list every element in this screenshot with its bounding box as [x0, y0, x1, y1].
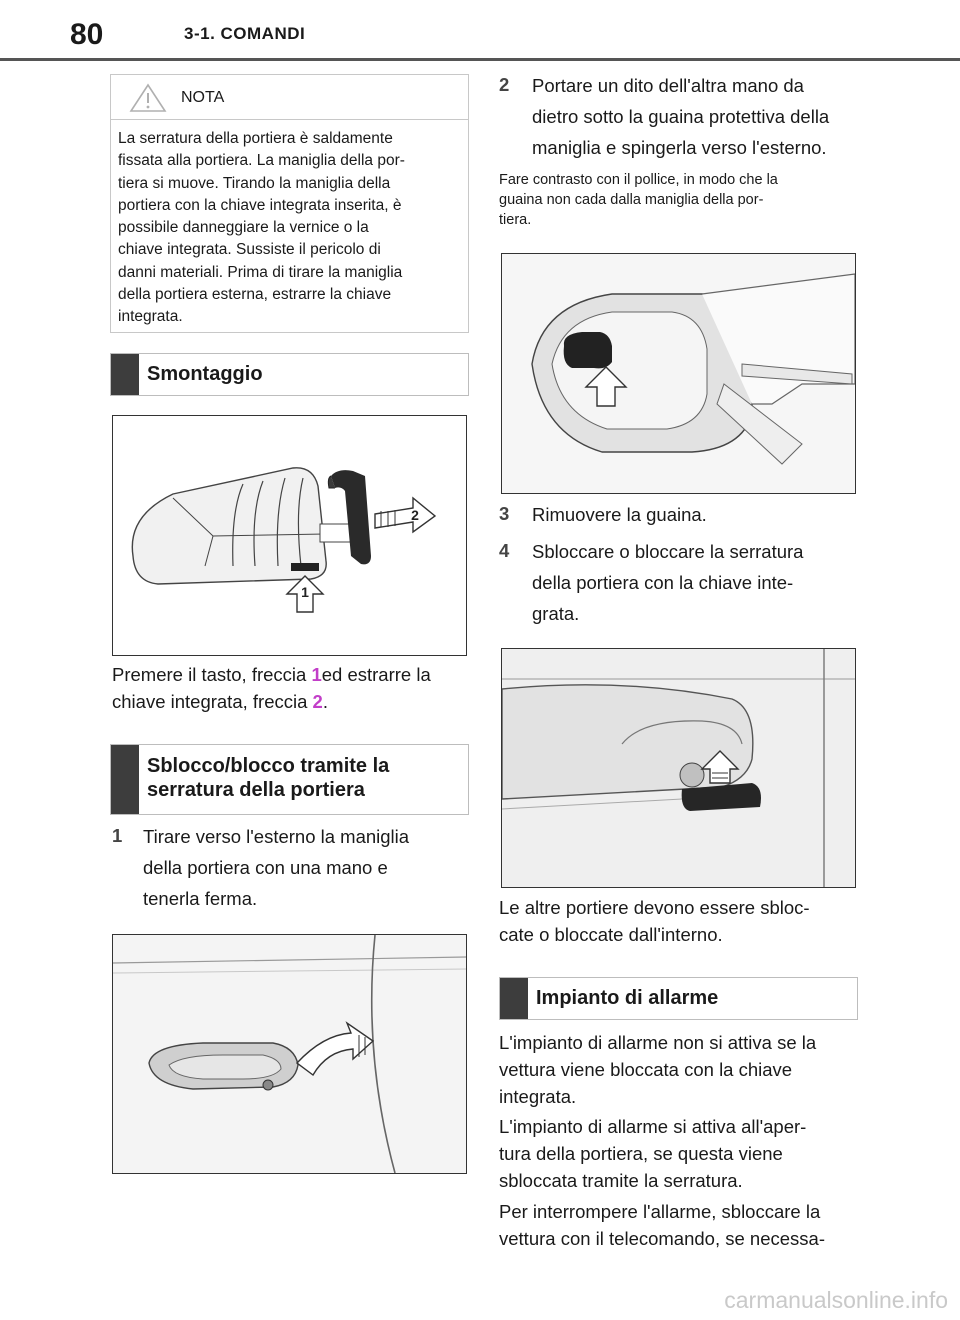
step-number: 2: [499, 74, 510, 95]
caption-arrow-number: 1: [311, 664, 322, 685]
section-heading-sblocco: [110, 744, 469, 815]
section-heading-smontaggio: [110, 353, 469, 396]
step-text: Rimuovere la guaina.: [532, 504, 707, 525]
section-heading-title: Impianto di allarme: [536, 987, 719, 1009]
figure-key-extraction: [112, 415, 467, 656]
caption-part: Premere il tasto, freccia: [112, 664, 312, 685]
watermark: carmanualsonline.info: [724, 1287, 948, 1313]
section-title: 3-1. COMANDI: [184, 24, 306, 43]
caption-part: .: [322, 691, 328, 712]
section-bar: [111, 354, 139, 395]
note-label: NOTA: [181, 89, 225, 106]
note-box: [110, 74, 469, 333]
caption-arrow-number: 2: [312, 691, 323, 712]
figure-handle-cover: [501, 253, 856, 494]
figure-key-in-lock: [501, 648, 856, 888]
step-number: 3: [499, 503, 510, 524]
section-heading-allarme: [499, 977, 858, 1020]
step-number: 1: [112, 825, 123, 846]
header-divider: [0, 58, 960, 61]
figure-arrow-label-2: 2: [411, 507, 419, 523]
step-text: Tirare verso l'esterno la maniglia della portiera con una mano e tenerla ferma.: [143, 826, 410, 909]
figure-arrow-label-1: 1: [301, 584, 309, 600]
step-text: Sbloccare o bloccare la serratura della portiera con la chiave inte- grata.: [532, 541, 804, 624]
figure-door-handle-pull: [112, 934, 467, 1174]
section-heading-title: Sblocco/blocco tramite la serratura della portiera: [147, 755, 390, 801]
other-doors-note: Le altre portiere devono essere sbloc- cate o bloccate dall'interno.: [499, 897, 810, 945]
section-bar: [500, 978, 528, 1019]
step-number: 4: [499, 540, 510, 561]
warning-icon: [129, 83, 167, 118]
note-text: La serratura della portiera è saldamente fissata alla portiera. La maniglia della por- tiera si muove. Tirando la maniglia della portiera con la chiave integrata inserita, è possibile danneggiare la vernice o la chiave integrata. Sussiste il pericolo di danni materiali. Prima di tirare la maniglia della portiera esterna, estrarre la chiave integrata.: [118, 130, 405, 326]
section-heading-title: Smontaggio: [147, 363, 263, 385]
alarm-paragraph: L'impianto di allarme non si attiva se la vettura viene bloccata con la chiave integrata.: [499, 1032, 817, 1107]
tip-text: Fare contrasto con il pollice, in modo che la guaina non cada dalla maniglia della por- tiera.: [499, 172, 778, 228]
alarm-paragraph: Per interrompere l'allarme, sbloccare la vettura con il telecomando, se necessa-: [499, 1201, 825, 1249]
step-text: Portare un dito dell'altra mano da dietro sotto la guaina protettiva della maniglia e spingerla verso l'esterno.: [532, 75, 830, 158]
section-bar: [111, 745, 139, 814]
note-header: [111, 75, 468, 120]
caption-part: ed estrarre la chiave integrata, freccia: [112, 664, 431, 712]
page-number: 80: [70, 18, 104, 51]
smontaggio-caption: [112, 661, 472, 715]
alarm-paragraph: L'impianto di allarme si attiva all'aper- tura della portiera, se questa viene sbloccata tramite la serratura.: [499, 1116, 807, 1191]
